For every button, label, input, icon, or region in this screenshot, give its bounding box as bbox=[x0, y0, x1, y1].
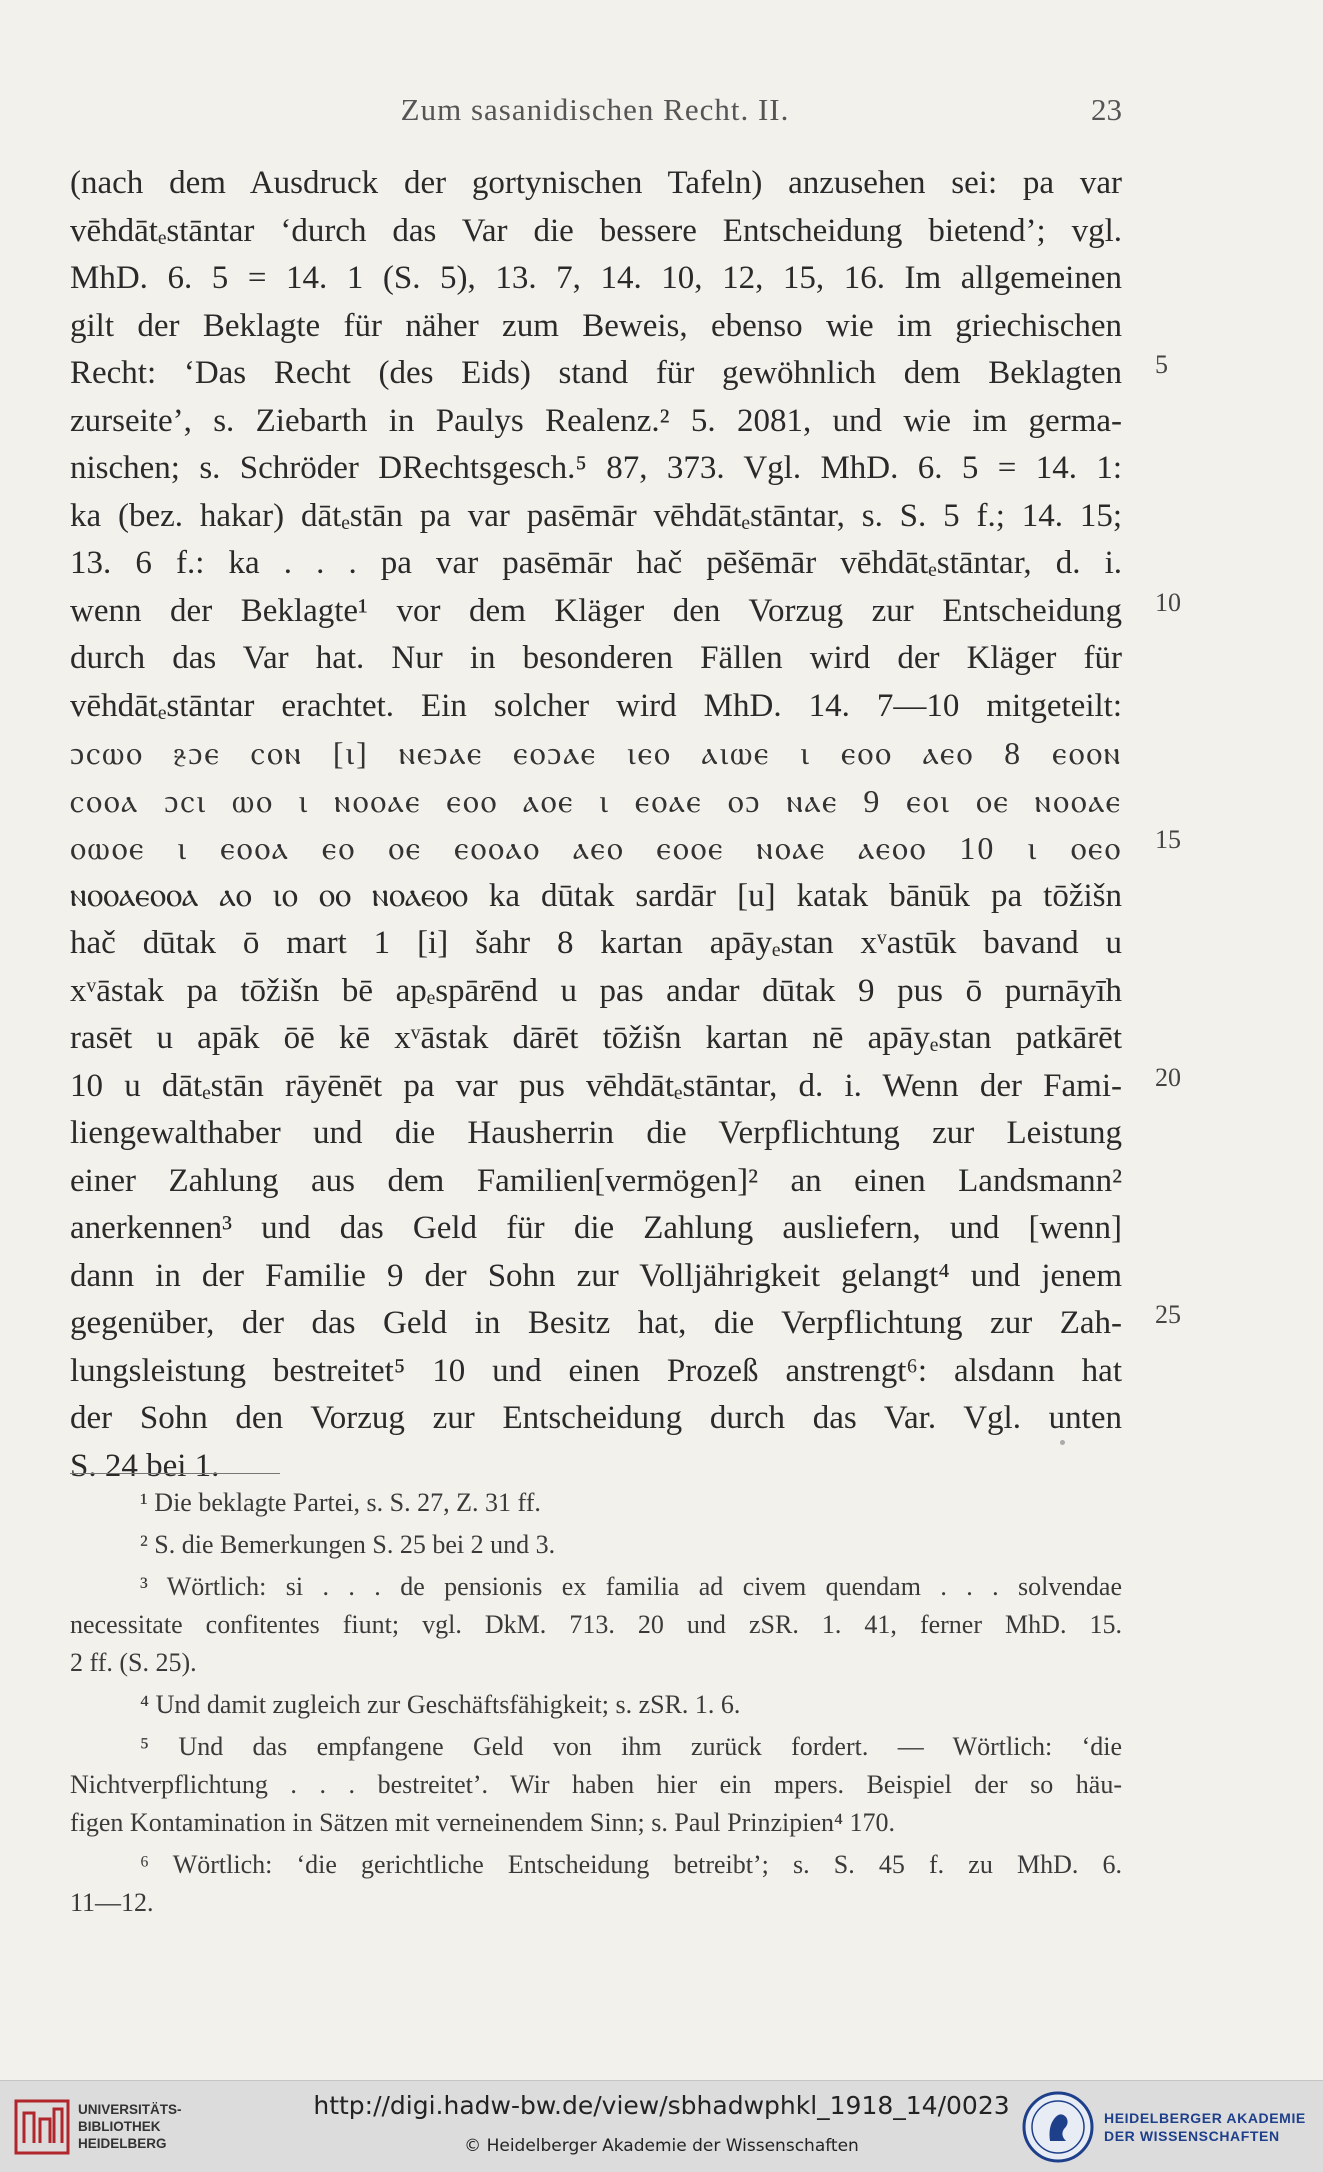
text-line: dann in der Familie 9 der Sohn zur Volljährigkeit gelangt⁴ und jenem bbox=[70, 1257, 1122, 1294]
footnote bbox=[70, 1568, 1122, 1682]
text-line: hač dūtak ō mart 1 [i] šahr 8 kartan apāyₑstan xᵛastūk bavand u bbox=[70, 925, 1122, 961]
text-line: xᵛāstak pa tōžišn bē apₑspārēnd u pas andar dūtak 9 pus ō purnāyīh bbox=[70, 972, 1122, 1009]
footnote-line: ⁶ Wörtlich: ‘die gerichtliche Entscheidung betreibt’; s. S. 45 f. zu MhD. 6. bbox=[140, 1850, 1122, 1879]
stray-mark bbox=[1060, 1440, 1065, 1445]
margin-line-number: 25 bbox=[1155, 1300, 1181, 1329]
text-line: wenn der Beklagte¹ vor dem Kläger den Vorzug zur Entscheidung bbox=[70, 592, 1122, 629]
text-line: liengewalthaber und die Hausherrin die Verpflichtung zur Leistung bbox=[70, 1115, 1122, 1151]
footnote bbox=[70, 1846, 1122, 1922]
pahlavi-text-line: ⲟⲱⲟⲉ ɩ ⲉⲟⲟⲁ ⲉⲟ ⲟⲉ ⲉⲟⲟⲁⲟ ⲁⲉⲟ ⲉⲟⲟⲉ ⲛⲟⲁⲉ ⲁⲉⲟⲟ 10 ɩ ⲟⲉⲟ bbox=[70, 830, 1122, 866]
footnote bbox=[70, 1484, 1122, 1522]
text-line: lungsleistung bestreitet⁵ 10 und einen Prozeß anstrengt⁶: alsdann hat bbox=[70, 1352, 1122, 1389]
text-line: MhD. 6. 5 = 14. 1 (S. 5), 13. 7, 14. 10, 12, 15, 16. Im allgemeinen bbox=[70, 260, 1122, 296]
text-line: 13. 6 f.: ka . . . pa var pasēmār hač pēšēmār vēhdātₑstāntar, d. i. bbox=[70, 545, 1122, 581]
text-line: durch das Var hat. Nur in besonderen Fällen wird der Kläger für bbox=[70, 640, 1122, 676]
margin-line-number: 10 bbox=[1155, 587, 1181, 617]
margin-line-number: 20 bbox=[1155, 1062, 1181, 1092]
page-number: 23 bbox=[1091, 92, 1122, 127]
footnote bbox=[70, 1728, 1122, 1842]
main-text bbox=[70, 160, 1181, 1490]
text-line: ka (bez. hakar) dātₑstān pa var pasēmār vēhdātₑstāntar, s. S. 5 f.; 14. 15; bbox=[70, 497, 1122, 534]
pahlavi-text-line: ɔⲥⲱⲟ ⳉɔⲉ ⲥⲟⲛ [ɩ] ⲛⲉɔⲁⲉ ⲉⲟɔⲁⲉ ɩⲉⲟ ⲁɩⲱⲉ ɩ ⲉⲟⲟ ⲁⲉⲟ 8 ⲉⲟⲟⲛ bbox=[70, 735, 1122, 771]
academy-name bbox=[1104, 2109, 1306, 2145]
library-name-line: BIBLIOTHEK bbox=[78, 2119, 161, 2134]
footnote bbox=[70, 1686, 1122, 1724]
footnotes bbox=[70, 1484, 1122, 1926]
academy-name-line: HEIDELBERGER AKADEMIE bbox=[1104, 2110, 1306, 2126]
text-line: gilt der Beklagte für näher zum Beweis, ebenso wie im griechischen bbox=[70, 307, 1122, 344]
margin-line-number: 15 bbox=[1155, 825, 1181, 854]
footnote-rule bbox=[70, 1473, 280, 1474]
footnote-line: Nichtverpflichtung . . . bestreitet’. Wir haben hier ein mpers. Beispiel der so häu- bbox=[70, 1770, 1122, 1799]
library-name-line: HEIDELBERG bbox=[78, 2136, 167, 2151]
running-title: Zum sasanidischen Recht. II. bbox=[400, 92, 790, 127]
text-line: rasēt u apāk ōē kē xᵛāstak dārēt tōžišn kartan nē apāyₑstan patkārēt bbox=[70, 1020, 1122, 1056]
text-line: Recht: ‘Das Recht (des Eids) stand für gewöhnlich dem Beklagten bbox=[70, 355, 1122, 391]
text-line: zurseite’, s. Ziebarth in Paulys Realenz.² 5. 2081, und wie im germa- bbox=[70, 402, 1122, 439]
footnote-line: ³ Wörtlich: si . . . de pensionis ex familia ad civem quendam . . . solvendae bbox=[140, 1572, 1122, 1601]
footnote-line: 2 ff. (S. 25). bbox=[70, 1648, 197, 1677]
footnote-line: ² S. die Bemerkungen S. 25 bei 2 und 3. bbox=[140, 1530, 556, 1559]
library-name-line: UNIVERSITÄTS- bbox=[78, 2102, 182, 2117]
academy-name-line: DER WISSENSCHAFTEN bbox=[1104, 2128, 1280, 2144]
text-line: einer Zahlung aus dem Familien[vermögen]² an einen Landsmann² bbox=[70, 1162, 1122, 1199]
text-line: anerkennen³ und das Geld für die Zahlung ausliefern, und [wenn] bbox=[70, 1210, 1122, 1246]
text-line: nischen; s. Schröder DRechtsgesch.⁵ 87, 373. Vgl. MhD. 6. 5 = 14. 1: bbox=[70, 450, 1122, 486]
pahlavi-text-line: ⲛⲟⲟⲁⲉⲟⲟⲁ ⲁⲟ ɩⲟ ⲟⲟ ⲛⲟⲁⲉⲟⲟ ka dūtak sardār [u] katak bānūk pa tōžišn bbox=[70, 877, 1122, 914]
footnote-line: ⁴ Und damit zugleich zur Geschäftsfähigkeit; s. zSR. 1. 6. bbox=[140, 1690, 741, 1719]
footnote-line: ¹ Die beklagte Partei, s. S. 27, Z. 31 ff. bbox=[140, 1488, 541, 1517]
pahlavi-text-line: ⲥⲟⲟⲁ ɔⲥɩ ⲱⲟ ɩ ⲛⲟⲟⲁⲉ ⲉⲟⲟ ⲁⲟⲉ ɩ ⲉⲟⲁⲉ ⲟɔ ⲛⲁⲉ 9 ⲉⲟɩ ⲟⲉ ⲛⲟⲟⲁⲉ bbox=[70, 782, 1122, 819]
academy-seal-icon bbox=[1020, 2089, 1096, 2165]
text-line: (nach dem Ausdruck der gortynischen Tafeln) anzusehen sei: pa var bbox=[70, 165, 1122, 201]
margin-line-number: 5 bbox=[1155, 350, 1168, 379]
text-line: vēhdātₑstāntar erachtet. Ein solcher wird MhD. 14. 7—10 mitgeteilt: bbox=[70, 687, 1122, 724]
text-line: S. 24 bei 1. bbox=[70, 1447, 220, 1484]
footnote bbox=[70, 1526, 1122, 1564]
footnote-line: necessitate confitentes fiunt; vgl. DkM. 713. 20 und zSR. 1. 41, ferner MhD. 15. bbox=[70, 1610, 1122, 1639]
text-line: vēhdātₑstāntar ‘durch das Var die bessere Entscheidung bietend’; vgl. bbox=[70, 212, 1122, 249]
copyright-notice: © Heidelberger Akademie der Wissenschaften bbox=[464, 2136, 859, 2156]
text-line: gegenüber, der das Geld in Besitz hat, die Verpflichtung zur Zah- bbox=[70, 1305, 1122, 1341]
permalink-url[interactable]: http://digi.hadw-bw.de/view/sbhadwphkl_1918_14/0023 bbox=[313, 2091, 1010, 2120]
footnote-line: figen Kontamination in Sätzen mit verneinendem Sinn; s. Paul Prinzipien⁴ 170. bbox=[70, 1808, 896, 1837]
footnote-line: ⁵ Und das empfangene Geld von ihm zurück fordert. — Wörtlich: ‘die bbox=[140, 1732, 1122, 1761]
text-line: der Sohn den Vorzug zur Entscheidung durch das Var. Vgl. unten bbox=[70, 1400, 1122, 1436]
text-line: 10 u dātₑstān rāyēnēt pa var pus vēhdātₑstāntar, d. i. Wenn der Fami- bbox=[70, 1067, 1122, 1104]
footnote-line: 11—12. bbox=[70, 1888, 154, 1917]
viewer-footer bbox=[0, 2080, 1323, 2172]
